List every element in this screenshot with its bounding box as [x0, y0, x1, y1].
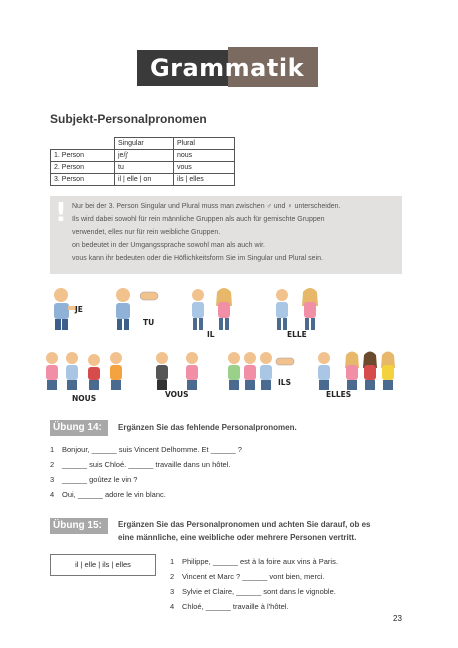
- item-text: ______ goûtez le vin ?: [62, 475, 138, 484]
- person-pair-icon: [150, 350, 206, 392]
- item-text: Sylvie et Claire, ______ sont dans le vignoble.: [182, 587, 336, 596]
- exercise-item: [170, 602, 289, 611]
- item-number: 4: [170, 602, 175, 611]
- exercise-label: Übung 15:: [53, 520, 102, 531]
- exercise-item: [170, 587, 336, 596]
- table-cell: tu: [115, 162, 174, 174]
- table-row: [51, 174, 235, 186]
- figure-label: ELLES: [326, 390, 352, 399]
- table-header-row: [51, 138, 235, 150]
- item-number: 3: [50, 475, 55, 484]
- item-number: 2: [170, 572, 175, 581]
- man-and-woman-icon: [270, 286, 324, 332]
- exercise-item: [170, 557, 338, 566]
- exercise-instruction: Ergänzen Sie das fehlende Personalpronomen.: [118, 423, 297, 432]
- exercise-item: [50, 460, 230, 469]
- table-row: [51, 162, 235, 174]
- table-header: Plural: [174, 138, 235, 150]
- figure-label: ILS: [278, 378, 291, 387]
- item-text: Oui, ______ adore le vin blanc.: [62, 490, 166, 499]
- figure-label: VOUS: [165, 390, 189, 399]
- table-cell: 2. Person: [51, 162, 115, 174]
- item-number: 1: [170, 557, 175, 566]
- note-line: vous kann ihr bedeuten oder die Höflichkeitsform Sie im Singular und Plural sein.: [72, 255, 323, 262]
- group-icon: [314, 350, 400, 392]
- item-number: 3: [170, 587, 175, 596]
- note-line: verwendet, elles nur für rein weibliche Gruppen.: [72, 229, 221, 236]
- table-cell: nous: [174, 150, 235, 162]
- section-title: Subjekt-Personalpronomen: [50, 112, 207, 126]
- item-number: 4: [50, 490, 55, 499]
- item-text: Vincent et Marc ? ______ vont bien, merci.: [182, 572, 325, 581]
- exercise-item: [50, 490, 166, 499]
- pronoun-choice-box: il | elle | ils | elles: [50, 554, 156, 576]
- table-cell: 1. Person: [51, 150, 115, 162]
- page-number: 23: [393, 614, 402, 623]
- figure-label: TU: [143, 318, 155, 327]
- item-number: 1: [50, 445, 55, 454]
- exclamation-icon: !: [55, 198, 67, 228]
- figure-label: ELLE: [287, 330, 307, 339]
- pronoun-table: [50, 137, 235, 186]
- note-line: on bedeutet in der Umgangssprache sowohl man als auch wir.: [72, 242, 265, 249]
- exercise-instruction: Ergänzen Sie das Personalpronomen und achten Sie darauf, ob es: [118, 520, 371, 529]
- table-cell: ils | elles: [174, 174, 235, 186]
- group-icon: [42, 350, 134, 392]
- figure-label: IL: [207, 330, 215, 339]
- figure-label: NOUS: [72, 394, 97, 403]
- table-header: Singular: [115, 138, 174, 150]
- item-text: Bonjour, ______ suis Vincent Delhomme. Et ______ ?: [62, 445, 242, 454]
- exercise-item: [50, 475, 137, 484]
- item-text: Chloé, ______ travaille à l'hôtel.: [182, 602, 289, 611]
- item-text: Philippe, ______ est à la foire aux vins à Paris.: [182, 557, 338, 566]
- man-and-woman-icon: [186, 286, 238, 332]
- table-corner: [51, 138, 115, 150]
- person-figure-icon: [48, 286, 78, 332]
- exercise-instruction: eine männliche, eine weibliche oder mehrere Personen vertritt.: [118, 533, 357, 542]
- table-cell: il | elle | on: [115, 174, 174, 186]
- exercise-label: Übung 14:: [53, 422, 102, 433]
- item-number: 2: [50, 460, 55, 469]
- table-row: [51, 150, 235, 162]
- item-text: ______ suis Chloé. ______ travaille dans un hôtel.: [62, 460, 231, 469]
- figure-label: JE: [75, 305, 83, 314]
- note-line: Ils wird dabei sowohl für rein männliche Gruppen als auch für gemischte Gruppen: [72, 216, 325, 223]
- exercise-item: [50, 445, 242, 454]
- table-cell: vous: [174, 162, 235, 174]
- table-cell: je/j': [115, 150, 174, 162]
- page-title: Grammatik: [149, 54, 305, 82]
- exercise-item: [170, 572, 324, 581]
- note-line: Nur bei der 3. Person Singular und Plural muss man zwischen ♂ und ♀ unterscheiden.: [72, 203, 341, 210]
- table-cell: 3. Person: [51, 174, 115, 186]
